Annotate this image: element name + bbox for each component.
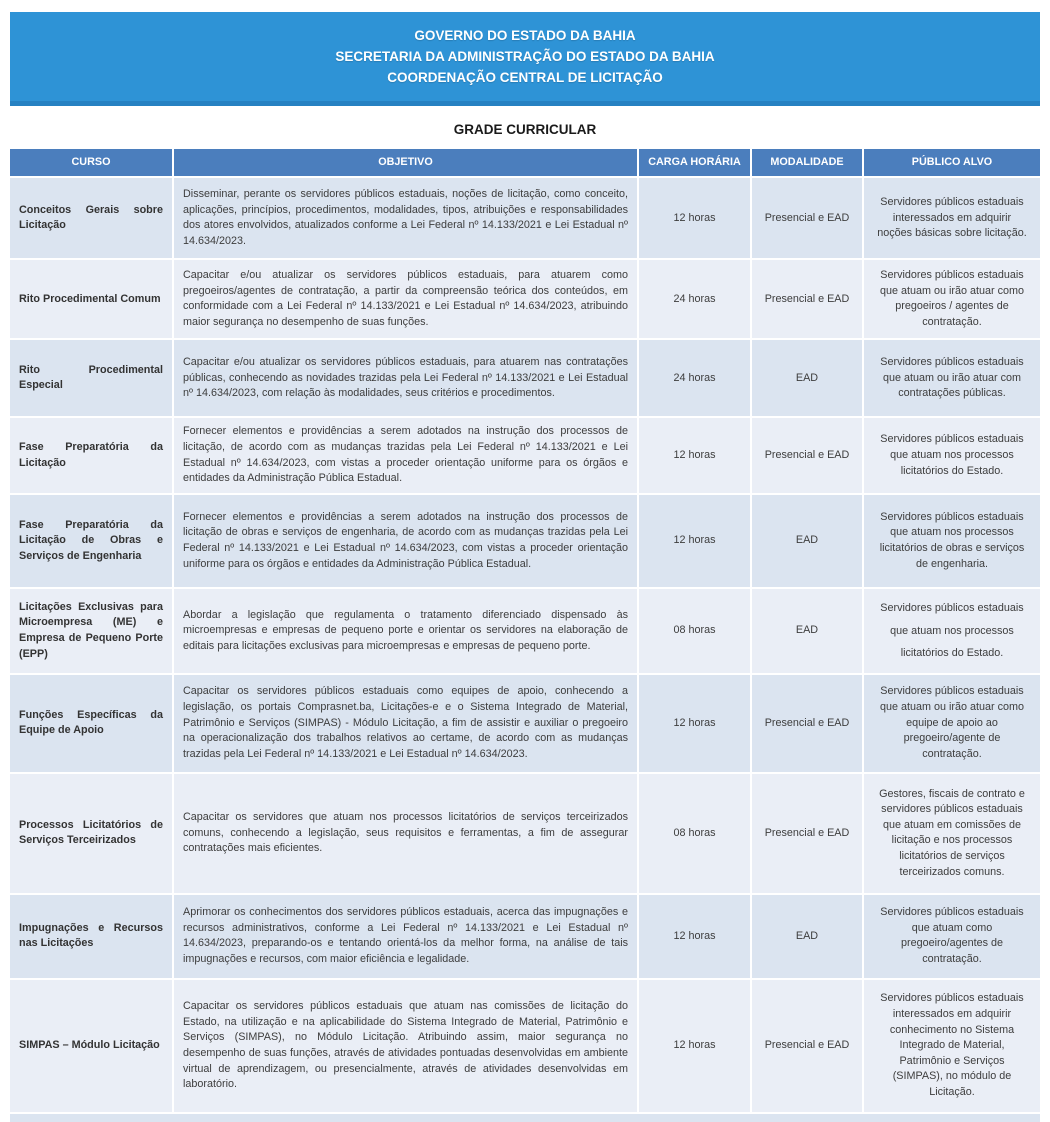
curso-cell: Fase Preparatória da Licitação <box>19 441 163 469</box>
modalidade-cell: EAD <box>750 895 862 978</box>
objetivo-cell: Abordar a legislação que regulamenta o tratamento diferenciado dispensado às microempresas e empresas de pequeno porte e orientar os servidores na elaboração de editais para licitações exclusivas para microempresas e empresas de pequeno porte. <box>172 589 637 673</box>
modalidade-cell: Presencial e EAD <box>750 980 862 1112</box>
objetivo-cell: Aprimorar os conhecimentos dos servidores públicos estaduais, acerca das impugnações e recursos administrativos, conforme a Lei Federal nº 14.133/2021 e Lei Estadual nº 14.634/2023, preparando-os e tentando orientá-los da melhor forma, na análise de tais impugnações e recursos, com maior eficiência e legalidade. <box>172 895 637 978</box>
carga-horaria-cell: 12 horas <box>637 178 750 258</box>
curricular-grid-table <box>10 149 1040 1122</box>
table-row <box>10 258 1040 338</box>
objetivo-cell: Capacitar e/ou atualizar os servidores públicos estaduais, para atuarem nas contratações públicas, conhecendo as novidades trazidas pela Lei Federal nº 14.133/2021 e Lei Estadual nº 14.634/2023, com relação às modalidades, seus critérios e procedimentos. <box>172 340 637 416</box>
curso-cell: Processos Licitatórios de Serviços Terceirizados <box>19 818 163 847</box>
objetivo-cell: Capacitar os servidores que atuam nos processos licitatórios de serviços terceirizados comuns, conhecendo a legislação, seus requisitos e ferramentas, a fim de assegurar contratações mais eficientes. <box>172 774 637 893</box>
header-curso: CURSO <box>71 155 111 168</box>
publico-alvo-cell: Servidores públicos estaduais que atuam ou irão atuar com contratações públicas. <box>862 340 1040 416</box>
table-row <box>10 176 1040 258</box>
curso-cell: Rito Procedimental Comum <box>19 292 161 305</box>
page-title: GRADE CURRICULAR <box>453 121 597 137</box>
curso-cell: Funções Específicas da Equipe de Apoio <box>19 708 163 737</box>
modalidade-cell: EAD <box>750 495 862 587</box>
modalidade-cell: Presencial e EAD <box>750 774 862 893</box>
carga-horaria-cell: 12 horas <box>637 980 750 1112</box>
carga-horaria-cell: 08 horas <box>637 589 750 673</box>
curso-cell: Licitações Exclusivas para Microempresa (ME) e Empresa de Pequeno Porte (EPP) <box>19 600 163 660</box>
publico-alvo-cell: Gestores, fiscais de contrato e servidores públicos estaduais que atuam em comissões de licitação e nos processos licitatórios de serviços terceirizados comuns. <box>862 774 1040 893</box>
carga-horaria-cell: 12 horas <box>637 675 750 772</box>
header-publico-alvo: PÚBLICO ALVO <box>862 149 1040 177</box>
carga-horaria-cell: 12 horas <box>637 495 750 587</box>
table-header-row <box>10 149 1040 177</box>
banner-line-government: GOVERNO DO ESTADO DA BAHIA <box>414 28 636 43</box>
curso-cell: Rito Procedimental Especial <box>19 363 163 392</box>
publico-alvo-cell: Servidores públicos estaduais interessados em adquirir conhecimento no Sistema Integrado de Material, Patrimônio e Serviços (SIMPAS), no módulo de Licitação. <box>862 980 1040 1112</box>
objetivo-cell: Disseminar, perante os servidores públicos estaduais, noções de licitação, como conceito, aplicações, princípios, procedimentos, modalidades, tipos, atribuições e responsabilidades dos atores envolvidos, atualizados conforme a Lei Federal nº 14.133/2021 e Lei Estadual nº 14.634/2023. <box>172 178 637 258</box>
table-row <box>10 493 1040 587</box>
objetivo-cell: Capacitar os servidores públicos estaduais que atuam nas comissões de licitação do Estado, na utilização e na aplicabilidade do Sistema Integrado de Material, Patrimônio e Serviços (SIMPAS), no Módulo Licitação. Atribuindo assim, maior segurança no desempenho de suas funções, através de atividades pontuadas desenvolvidas em ambiente virtual de aprendizagem, ou presencialmente, através de atividades desenvolvidas em laboratório. <box>172 980 637 1112</box>
publico-alvo-cell: Servidores públicos estaduais que atuam nos processos licitatórios de obras e serviços de engenharia. <box>862 495 1040 587</box>
objetivo-cell: Capacitar e/ou atualizar os servidores públicos estaduais, para atuarem como pregoeiros/agentes de contratação, a partir da compreensão teórica dos conteúdos, em conformidade com a Lei Federal nº 14.133/2021 e Lei Estadual nº 14.634/2023, atribuindo maior segurança no desempenho de suas funções. <box>172 260 637 338</box>
curso-cell: SIMPAS – Módulo Licitação <box>19 1039 160 1052</box>
table-row <box>10 772 1040 893</box>
table-row <box>10 673 1040 772</box>
modalidade-cell: EAD <box>750 589 862 673</box>
modalidade-cell: Presencial e EAD <box>750 260 862 338</box>
table-row <box>10 587 1040 673</box>
carga-horaria-cell: 08 horas <box>637 774 750 893</box>
government-header-banner <box>10 12 1040 106</box>
table-row <box>10 978 1040 1112</box>
publico-alvo-cell: Servidores públicos estaduais que atuam ou irão atuar como equipe de apoio ao pregoeiro/agente de contratação. <box>862 675 1040 772</box>
modalidade-cell: Presencial e EAD <box>750 178 862 258</box>
banner-line-coordination: COORDENAÇÃO CENTRAL DE LICITAÇÃO <box>387 69 663 85</box>
header-objetivo: OBJETIVO <box>172 149 637 177</box>
header-modalidade: MODALIDADE <box>750 149 862 177</box>
curso-cell: Fase Preparatória da Licitação de Obras e Serviços de Engenharia <box>19 518 163 562</box>
carga-horaria-cell: 12 horas <box>637 895 750 978</box>
modalidade-cell: Presencial e EAD <box>750 675 862 772</box>
table-bottom-band <box>10 1112 1040 1122</box>
publico-alvo-cell: Servidores públicos estaduais que atuam como pregoeiro/agentes de contratação. <box>862 895 1040 978</box>
modalidade-cell: EAD <box>750 340 862 416</box>
curso-cell: Impugnações e Recursos nas Licitações <box>19 921 163 950</box>
table-row <box>10 416 1040 493</box>
header-carga-horaria: CARGA HORÁRIA <box>637 149 750 177</box>
table-row <box>10 338 1040 416</box>
carga-horaria-cell: 24 horas <box>637 340 750 416</box>
publico-alvo-cell: Servidores públicos estaduais que atuam nos processos licitatórios do Estado. <box>862 418 1040 493</box>
objetivo-cell: Fornecer elementos e providências a serem adotados na instrução dos processos de licitação de obras e serviços de engenharia, de acordo com as mudanças trazidas pela Lei Federal nº 14.133/2021 e Lei Estadual nº 14.634/2023, com vistas a proceder orientação uniforme para os órgãos e entidades da Administração Pública Estadual. <box>172 495 637 587</box>
curso-cell: Conceitos Gerais sobre Licitação <box>19 203 163 232</box>
objetivo-cell: Capacitar os servidores públicos estaduais como equipes de apoio, conhecendo a legislação, os portais Comprasnet.ba, Licitações-e e o Sistema Integrado de Material, Patrimônio e Serviços (SIMPAS) - Módulo Licitação, a fim de assistir e auxiliar o pregoeiro na operacionalização dos trabalhos relativos ao certame, de acordo com as mudanças trazidas pela Lei Federal nº 14.133/2021 e Lei Estadual nº 14.634/2023. <box>172 675 637 772</box>
carga-horaria-cell: 12 horas <box>637 418 750 493</box>
banner-line-secretary: SECRETARIA DA ADMINISTRAÇÃO DO ESTADO DA BAHIA <box>335 48 715 64</box>
objetivo-cell: Fornecer elementos e providências a serem adotados na instrução dos processos de licitação, de acordo com as mudanças trazidas pela Lei Federal nº 14.133/2021 e Lei Estadual nº 14.634/2023, com vistas a proceder orientação uniforme para os órgãos e entidades da Administração Pública Estadual. <box>172 418 637 493</box>
publico-alvo-cell: Servidores públicos estaduais interessados em adquirir noções básicas sobre licitação. <box>862 178 1040 258</box>
publico-alvo-cell: Servidores públicos estaduais que atuam ou irão atuar como pregoeiros / agentes de contratação. <box>862 260 1040 338</box>
modalidade-cell: Presencial e EAD <box>750 418 862 493</box>
carga-horaria-cell: 24 horas <box>637 260 750 338</box>
publico-alvo-cell: Servidores públicos estaduais que atuam nos processos licitatórios do Estado. <box>862 589 1040 673</box>
table-row <box>10 893 1040 978</box>
